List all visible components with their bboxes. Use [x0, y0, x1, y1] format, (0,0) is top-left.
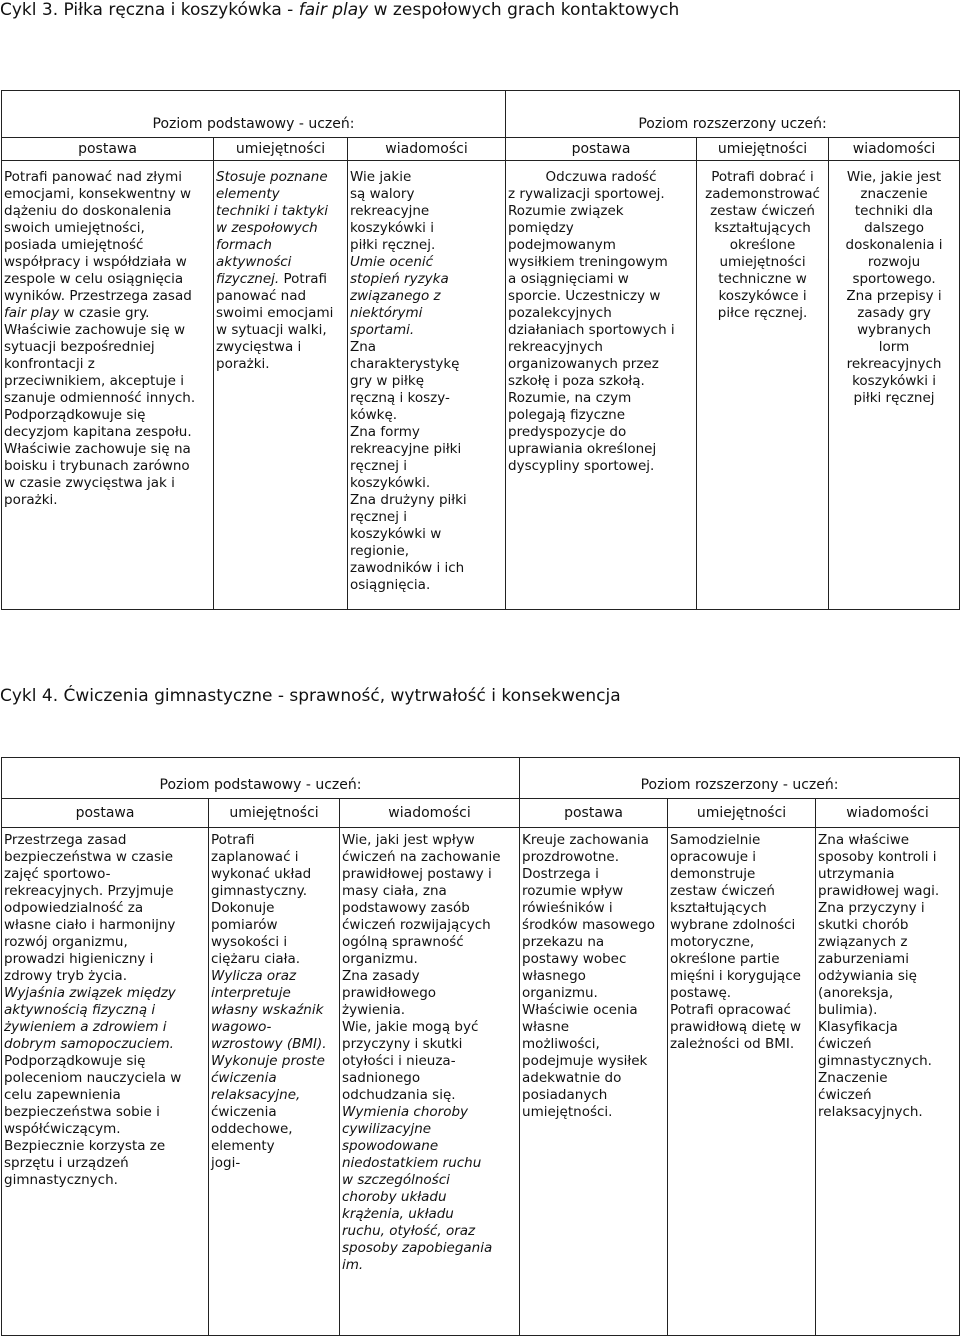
- cycle4-col-wiadomosci-extended: wiadomości: [816, 799, 960, 828]
- cycle4-umiejetnosci-text-a: Potrafi zaplanować i wykonać układ gimnastyczny. Dokonuje pomiarów wysokości i ciężaru ciała.: [211, 832, 312, 967]
- cycle3-col-wiadomosci-basic: wiadomości: [348, 138, 506, 161]
- cycle4-table: [1, 757, 960, 1336]
- cycle3-cell-umiejetnosci-basic: [214, 161, 348, 610]
- cycle3-wiadomosci-text-c: Zna charakterystykę gry w piłkę ręczną i koszy- kówkę. Zna formy rekreacyjne piłki ręcznej i koszykówki. Zna drużyny piłki ręcznej i koszykówki w regionie, zawodników i ich osiągnięcia.: [350, 339, 467, 593]
- cycle3-umiejetnosci-text: Potrafi panować nad swoimi emocjami w sytuacji walki, zwycięstwa i porażki.: [216, 271, 334, 372]
- cycle4-postawa-text-a: Przestrzega zasad bezpieczeństwa w czasie zajęć sportowo- rekreacyjnych. Przyjmuje odpowiedzialność za własne ciało i harmonijny rozwój organizmu, prowadzi higieniczny i zdrowy tryb życia.: [4, 832, 176, 984]
- cycle3-cell-wiadomosci-extended: [829, 161, 960, 610]
- cycle4-postawa-text-italic: Wyjaśnia związek między aktywnością fizyczną i żywieniem a zdrowiem i dobrym samopoczuciem.: [4, 985, 176, 1052]
- cycle3-col-umiejetnosci-extended: umiejętności: [697, 138, 829, 161]
- cycle3-title: Cykl 3. Piłka ręczna i koszykówka - fair play w zespołowych grach kontaktowych: [0, 0, 680, 20]
- cycle3-col-umiejetnosci-basic: umiejętności: [214, 138, 348, 161]
- cycle4-wiadomosci-text-a: Wie, jaki jest wpływ ćwiczeń na zachowanie prawidłowej postawy i masy ciała, zna podstawowy zasób ćwiczeń rozwijających ogólną sprawność organizmu. Zna zasady prawidłowego żywienia. Wie, jakie mogą być przyczyny i skutki otyłości i nieuza- sadnionego odchudzania się.: [342, 832, 501, 1103]
- cycle4-cell-postawa-basic: [2, 828, 209, 1336]
- cycle4-postawa-text-c: Podporządkowuje się poleceniom nauczyciela w celu zapewnienia bezpieczeństwa sobie i współćwiczącym. Bezpiecznie korzysta ze sprzętu i urządzeń gimnastycznych.: [4, 1053, 182, 1188]
- cycle3-umiejetnosci-text-italic: Stosuje poznane elementy techniki i taktyki w zespołowych formach aktywności fizycznej.: [216, 169, 329, 287]
- cycle4-umiejetnosci-ext-text: Samodzielnie opracowuje i demonstruje zestaw ćwiczeń kształtujących wybrane zdolności motoryczne, określone partie mięśni i korygujące postawę. Potrafi opracować prawidłową dietę w zależności od BMI.: [670, 832, 802, 1052]
- cycle3-cell-postawa-extended: [506, 161, 697, 610]
- cycle3-umiejetnosci-ext-text: Potrafi dobrać i zademonstrować zestaw ćwiczeń kształtujących określone umiejętności techniczne w koszykówce i piłce ręcznej.: [705, 169, 820, 321]
- cycle3-postawa-ext-heading: Odczuwa radość: [545, 169, 657, 185]
- cycle3-basic-level-header: Poziom podstawowy - uczeń:: [2, 91, 506, 138]
- cycle4-col-umiejetnosci-basic: umiejętności: [209, 799, 340, 828]
- cycle3-extended-level-header: Poziom rozszerzony uczeń:: [506, 91, 960, 138]
- cycle4-col-umiejetnosci-extended: umiejętności: [668, 799, 816, 828]
- cycle3-postawa-text-a: Potrafi panować nad złymi emocjami, konsekwentny w dążeniu do doskonalenia swoich umiejętności, posiada umiejętność współpracy i współdziała w zespole w celu osiągnięcia wyników. Przestrzega zasad: [4, 169, 192, 304]
- cycle4-extended-level-header: Poziom rozszerzony - uczeń:: [520, 758, 960, 799]
- cycle4-cell-umiejetnosci-basic: [209, 828, 340, 1336]
- cycle3-table: [1, 90, 960, 610]
- cycle4-cell-wiadomosci-basic: [340, 828, 520, 1336]
- cycle4-wiadomosci-text-italic: Wymienia choroby cywilizacyjne spowodowane niedostatkiem ruchu w szczególności choroby układu krążenia, układu ruchu, otyłość, oraz sposoby zapobiegania im.: [342, 1104, 493, 1273]
- cycle4-wiadomosci-ext-text: Zna właściwe sposoby kontroli i utrzymania prawidłowej wagi. Zna przyczyny i skutki chorób związanych z zaburzeniami odżywiania się (anoreksja, bulimia). Klasyfikacja ćwiczeń gimnastycznych. Znaczenie ćwiczeń relaksacyjnych.: [818, 832, 940, 1120]
- cycle4-basic-level-header: Poziom podstawowy - uczeń:: [2, 758, 520, 799]
- cycle4-postawa-ext-text: Kreuje zachowania prozdrowotne. Dostrzega i rozumie wpływ rówieśników i środków masowego przekazu na postawy wobec własnego organizmu. Właściwie ocenia własne możliwości, podejmuje wysiłek adekwatnie do posiadanych umiejętności.: [522, 832, 655, 1120]
- cycle4-cell-postawa-extended: [520, 828, 668, 1336]
- cycle3-cell-postawa-basic: [2, 161, 214, 610]
- cycle3-postawa-text-c: w czasie gry. Właściwie zachowuje się w sytuacji bezpośredniej konfrontacji z przeciwnikiem, akceptuje i szanuje odmienność innych. Podporządkowuje się decyzjom kapitana zespołu. Właściwie zachowuje się na boisku i trybunach zarówno w czasie zwycięstwa jak i porażki.: [4, 305, 196, 508]
- cycle4-umiejetnosci-text-italic: Wylicza oraz interpretuje własny wskaźnik wagowo- wzrostowy (BMI). Wykonuje proste ćwiczenia relaksacyjne,: [211, 968, 327, 1103]
- cycle3-wiadomosci-text-italic: Umie ocenić stopień ryzyka związanego z niektórymi sportami.: [350, 254, 449, 338]
- cycle4-title: Cykl 4. Ćwiczenia gimnastyczne - sprawność, wytrwałość i konsekwencja: [0, 686, 621, 706]
- cycle4-col-postawa-extended: postawa: [520, 799, 668, 828]
- cycle3-col-postawa-extended: postawa: [506, 138, 697, 161]
- cycle4-umiejetnosci-text-c: ćwiczenia oddechowe, elementy jogi-: [211, 1104, 293, 1171]
- cycle3-postawa-text-italic: fair play: [4, 305, 60, 321]
- cycle4-col-wiadomosci-basic: wiadomości: [340, 799, 520, 828]
- cycle3-col-postawa-basic: postawa: [2, 138, 214, 161]
- cycle3-col-wiadomosci-extended: wiadomości: [829, 138, 960, 161]
- cycle4-cell-wiadomosci-extended: [816, 828, 960, 1336]
- cycle4-cell-umiejetnosci-extended: [668, 828, 816, 1336]
- cycle3-wiadomosci-ext-text: Wie, jakie jest znaczenie techniki dla dalszego doskonalenia i rozwoju sportowego. Zna przepisy i zasady gry wybranych lorm rekreacyjnych koszykówki i piłki ręcznej: [845, 169, 943, 406]
- cycle3-cell-umiejetnosci-extended: [697, 161, 829, 610]
- cycle3-cell-wiadomosci-basic: [348, 161, 506, 610]
- cycle3-postawa-ext-text: z rywalizacji sportowej. Rozumie związek pomiędzy podejmowanym wysiłkiem treningowym a osiągnięciami w sporcie. Uczestniczy w pozalekcyjnych działaniach sportowych i rekreacyjnych organizowanych przez szkołę i poza szkołą. Rozumie, na czym polegają fizyczne predyspozycje do uprawiania określonej dyscypliny sportowej.: [508, 186, 675, 474]
- cycle4-col-postawa-basic: postawa: [2, 799, 209, 828]
- cycle3-wiadomosci-text-a: Wie jakie są walory rekreacyjne koszykówki i piłki ręcznej.: [350, 169, 436, 253]
